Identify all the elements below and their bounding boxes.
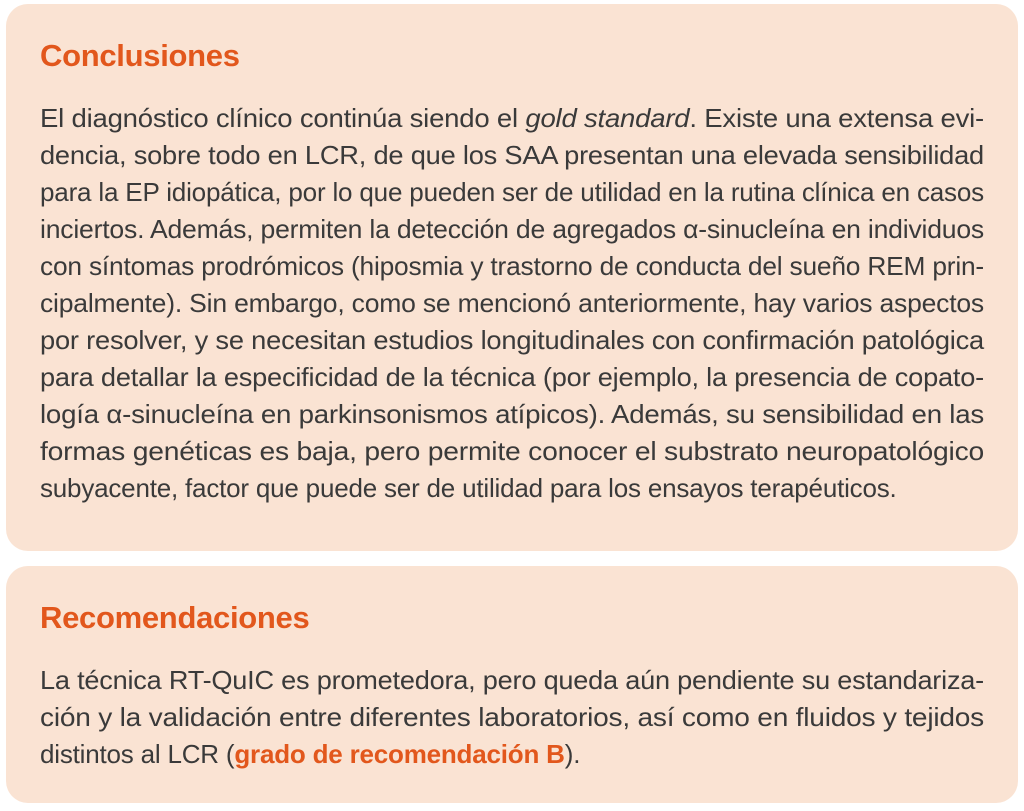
paragraph-line [40, 174, 984, 211]
paragraph-line [40, 433, 984, 470]
paragraph-line [40, 100, 984, 137]
paragraph-line [40, 470, 897, 507]
text-segment: ). [564, 739, 581, 769]
paragraph-line [40, 211, 984, 248]
text-segment: inciertos. Además, permiten la detección de agregados α-sinucleína en individuos [40, 214, 984, 244]
paragraph-line [40, 359, 984, 396]
recomendaciones-title: Recomendaciones [40, 600, 310, 635]
text-segment: con síntomas prodrómicos (hiposmia y trastorno de conducta del sueño REM prin- [40, 251, 984, 281]
text-segment: dencia, sobre todo en LCR, de que los SAA presentan una elevada sensibilidad [40, 140, 984, 170]
paragraph-line [40, 396, 984, 433]
text-segment: para detallar la especificidad de la técnica (por ejemplo, la presencia de copato- [40, 362, 984, 392]
text-segment: . Existe una extensa evi- [689, 103, 984, 133]
paragraph-line [40, 137, 984, 174]
text-segment: por resolver, y se necesitan estudios longitudinales con confirmación patológica [40, 325, 985, 355]
text-segment: cipalmente). Sin embargo, como se mencionó anteriormente, hay varios aspectos [40, 288, 984, 318]
paragraph-line [40, 285, 984, 322]
paragraph-line [40, 699, 984, 736]
recomendaciones-panel [6, 566, 1018, 803]
conclusiones-paragraph [40, 100, 984, 507]
text-segment: distintos al LCR ( [40, 739, 235, 769]
text-segment: logía α-sinucleína en parkinsonismos atípicos). Además, su sensibilidad en las [40, 399, 984, 429]
recommendation-grade: grado de recomendación B [234, 739, 565, 769]
paragraph-line [40, 662, 984, 699]
paragraph-line [40, 322, 984, 359]
text-segment: La técnica RT-QuIC es prometedora, pero queda aún pendiente su estandariza- [40, 665, 985, 695]
paragraph-line [40, 736, 580, 773]
italic-phrase: gold standard [525, 103, 690, 133]
conclusiones-title: Conclusiones [40, 38, 240, 73]
text-segment: ción y la validación entre diferentes laboratorios, así como en fluidos y tejidos [40, 702, 985, 732]
text-segment: El diagnóstico clínico continúa siendo el [40, 103, 526, 133]
text-segment: para la EP idiopática, por lo que pueden ser de utilidad en la rutina clínica en casos [40, 177, 984, 207]
text-segment: formas genéticas es baja, pero permite conocer el substrato neuropatológico [40, 436, 985, 466]
conclusiones-panel [6, 4, 1018, 551]
recomendaciones-paragraph [40, 662, 984, 773]
text-segment: subyacente, factor que puede ser de utilidad para los ensayos terapéuticos. [40, 473, 897, 503]
paragraph-line [40, 248, 984, 285]
